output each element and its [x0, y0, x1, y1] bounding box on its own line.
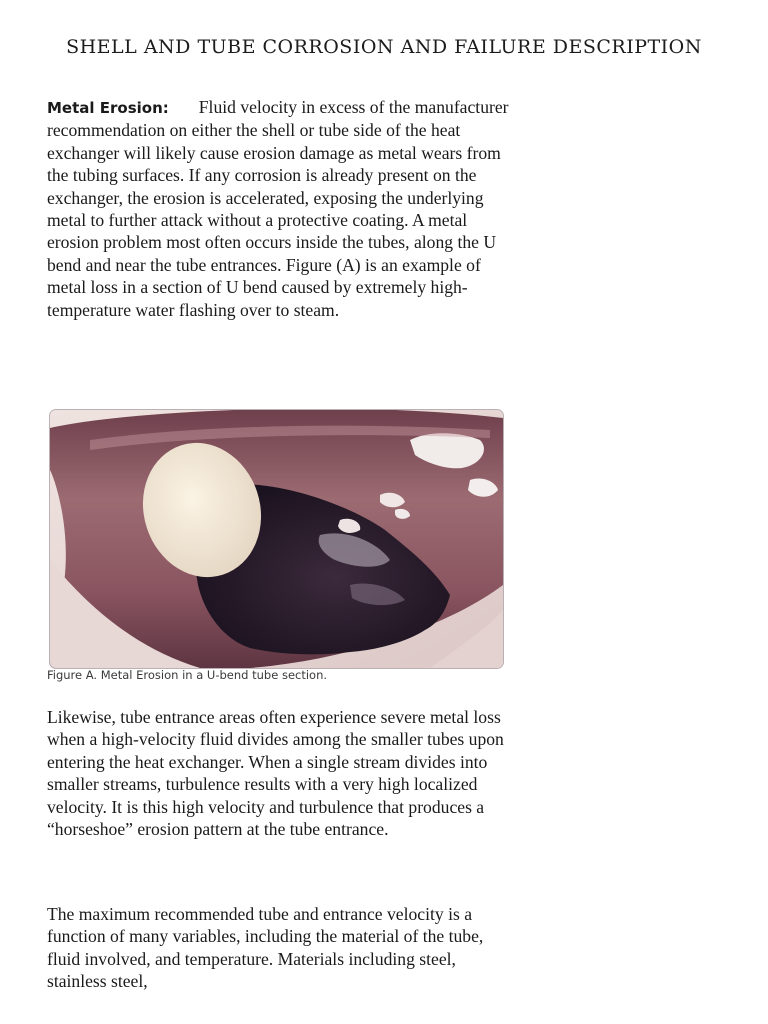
paragraph-metal-erosion [47, 96, 517, 321]
section-heading-metal-erosion: Metal Erosion: [47, 99, 169, 117]
page-title: SHELL AND TUBE CORROSION AND FAILURE DESCRIPTION [66, 36, 702, 58]
figure-a-photo [49, 409, 504, 669]
u-bend-erosion-illustration [50, 410, 503, 668]
paragraph-metal-erosion-text: Fluid velocity in excess of the manufacturer recommendation on either the shell or tube side of the heat exchanger will likely cause erosion damage as metal wears from the tubing surfaces. If any corrosion is already present on the exchanger, the erosion is accelerated, exposing the underlying metal to further attack without a protective coating. A metal erosion problem most often occurs inside the tubes, along the U bend and near the tube entrances. Figure (A) is an example of metal loss in a section of U bend caused by extremely high-temperature water flashing over to steam. [47, 97, 509, 320]
paragraph-tube-entrance: Likewise, tube entrance areas often experience severe metal loss when a high-velocity fluid divides among the smaller tubes upon entering the heat exchanger. When a single stream divides into smaller streams, turbulence results with a very high localized velocity. It is this high velocity and turbulence that produces a “horseshoe” erosion pattern at the tube entrance. [47, 707, 504, 840]
paragraph-velocity: The maximum recommended tube and entrance velocity is a function of many variables, including the material of the tube, fluid involved, and temperature. Materials including steel, stainless steel, [47, 904, 484, 992]
figure-caption: Figure A. Metal Erosion in a U-bend tube section. [47, 668, 328, 682]
